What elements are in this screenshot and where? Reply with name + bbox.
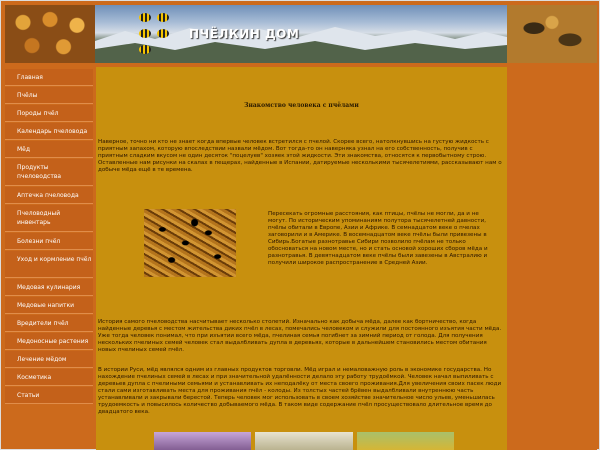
bee-icon bbox=[157, 29, 169, 38]
nav-item-articles[interactable]: Статьи bbox=[5, 387, 93, 404]
main-content bbox=[96, 67, 507, 450]
header-banner bbox=[5, 5, 597, 63]
site-title: ПЧЁЛКИН ДОМ bbox=[189, 27, 300, 41]
nav-item-cosmetics[interactable]: Косметика bbox=[5, 369, 93, 386]
bees-photo bbox=[507, 5, 597, 63]
sidebar-nav bbox=[5, 69, 93, 447]
honeycomb-image bbox=[5, 5, 95, 63]
nav-item-products[interactable]: Продукты пчеловодства bbox=[5, 159, 93, 186]
flowers-strip bbox=[154, 432, 454, 450]
mountains-image bbox=[95, 5, 507, 63]
flower-photo bbox=[255, 432, 352, 450]
nav-item-breeds[interactable]: Породы пчёл bbox=[5, 105, 93, 122]
right-column bbox=[507, 67, 597, 450]
nav-item-care[interactable]: Уход и кормление пчёл bbox=[5, 251, 93, 278]
nav-item-first-aid[interactable]: Аптечка пчеловода bbox=[5, 187, 93, 204]
article-paragraph: История самого пчеловодства насчитывает несколько столетий. Изначально как добыча мёда, далее как бортничество, когда найденные деревья с местом жительства диких пчёл в лесах, помечались человеком и служили для постоянного изъятия части мёда. Уже тогда человек понимал, что при изъятии всего мёда, пчелиная семья погибнет за зимний период от голода. Для получения нескольких пчелиных семей человек стал выдалбливать дупла в деревьях, которые в дальнейшем становились местом обитания новых пчелиных семей пчёл. bbox=[98, 319, 502, 353]
bees-on-comb-photo bbox=[144, 209, 236, 277]
article-paragraph: Пересекать огромные расстояния, как птицы, пчёлы не могли, да и не могут. По историческим упоминаниям полутора тысячелетней давности, пчёлы обитали в Европе, Азии и Африке. В семнадцатом веке о пчелах заговорили и в Америке. В восемнадцатом веке пчёлы были привезены в Сибирь.Богатые разнотравье Сибири позволило пчёлам не только обосноваться на новом месте, но и стать основой хороших сборов мёда и разнотравья. В девятнадцатом веке пчёлы были завезены в Австралию и получили широкое распространение в Средней Азии. bbox=[268, 211, 488, 266]
bee-icon bbox=[139, 45, 151, 54]
bee-icon bbox=[139, 13, 151, 22]
article-paragraph: Наверное, точно ни кто не знает когда впервые человек встретился с пчелой. Скорее всего, натолкнувшись на густую жидкость с приятным запахом, которую впоследствии назвали мёдом. Вот тогда-то он наверняка узнал на его собственность, получив с приятным сладким вкусом не один десяток "поцелуев" хозяек этой жидкости. Эти знакомства, относятся к первобытному строю. Оставленные нам рисунки на скалах в пещерах, найденные в Испании, датируемые несколькими тысячелетиями, рассказывают нам о добыче мёда ещё в те времена. bbox=[98, 139, 502, 173]
flower-photo bbox=[154, 432, 251, 450]
nav-item-bees[interactable]: Пчёлы bbox=[5, 87, 93, 104]
nav-item-honey[interactable]: Мёд bbox=[5, 141, 93, 158]
article-title: Знакомство человека с пчёлами bbox=[244, 102, 359, 109]
flower-photo bbox=[357, 432, 454, 450]
nav-item-cooking[interactable]: Медовая кулинария bbox=[5, 279, 93, 296]
nav-item-pests[interactable]: Вредители пчёл bbox=[5, 315, 93, 332]
nav-item-home[interactable]: Главная bbox=[5, 69, 93, 86]
bee-icon bbox=[157, 13, 169, 22]
nav-item-equipment[interactable]: Пчеловодный инвентарь bbox=[5, 205, 93, 232]
article-paragraph: В истории Руси, мёд являлся одним из главных продуктов торговли. Мёд играл и немаловажную роль в экономике государства. Но нахождение пчелиных семей в лесах и при значительной удалённости делало эту работу трудоёмкой. Человек начал выпиливать с деревьев дупла с пчелиными семьями и устанавливать их неподалёку от места своего проживания.Для увеличения своих пасек люди стали сами изготавливать места для проживания пчёл - колоды. Из толстых частей брёвен выдалбливали внутреннюю часть устанавливали и закрывали берестой. Теперь человек мог использовать в своем хозяйстве значительное число ульев, уменьшилась трудоемкость и повысилось количество добываемого мёда. В таком виде содержание пчёл просуществовало длительное время до двадцатого века. bbox=[98, 367, 502, 415]
nav-item-diseases[interactable]: Болезни пчёл bbox=[5, 233, 93, 250]
nav-item-calendar[interactable]: Календарь пчеловода bbox=[5, 123, 93, 140]
nav-item-treatment[interactable]: Лечение мёдом bbox=[5, 351, 93, 368]
nav-item-drinks[interactable]: Медовые напитки bbox=[5, 297, 93, 314]
bee-icon bbox=[139, 29, 151, 38]
nav-item-plants[interactable]: Медоносные растения bbox=[5, 333, 93, 350]
